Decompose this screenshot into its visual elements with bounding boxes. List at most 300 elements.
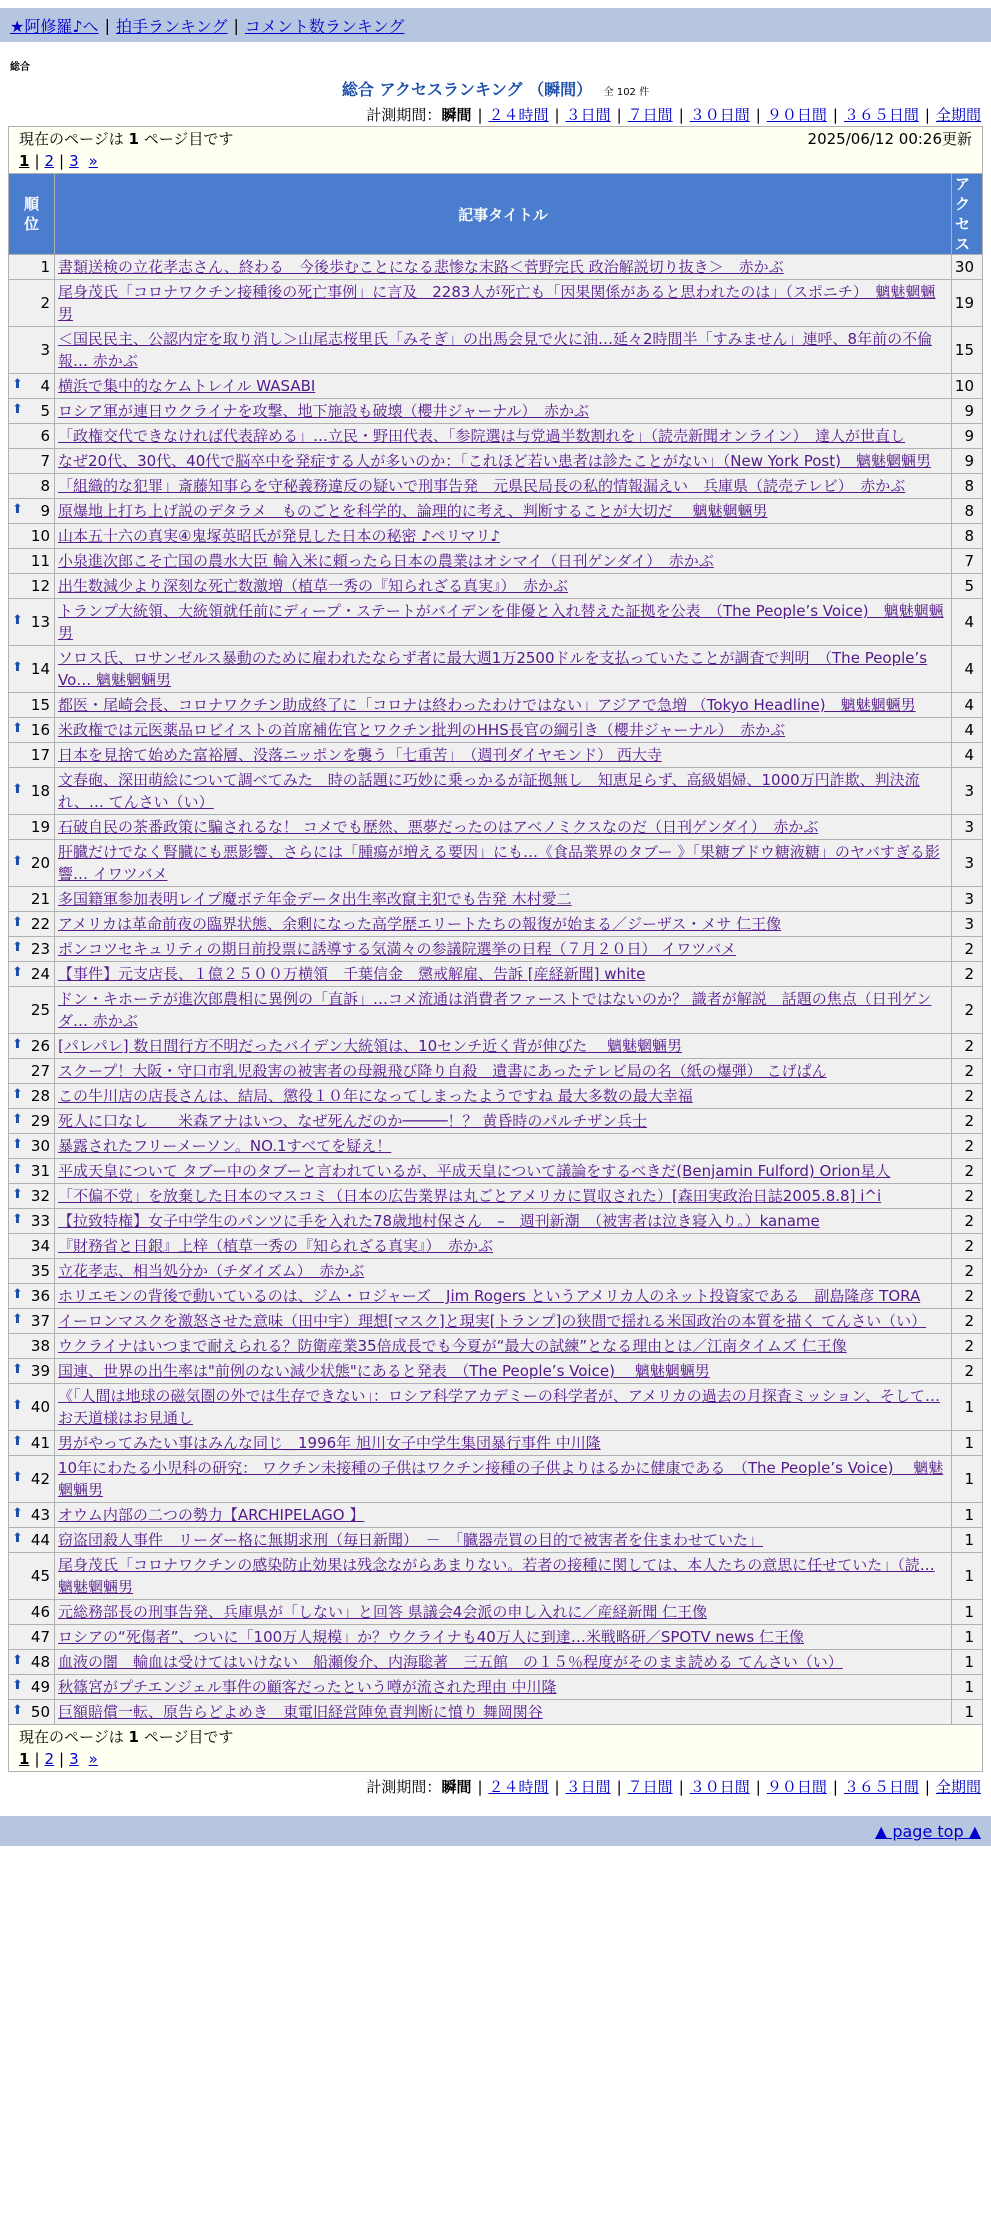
up-arrow-icon: ⬆ xyxy=(12,660,23,675)
rank-cell xyxy=(9,549,55,574)
up-arrow-icon: ⬆ xyxy=(12,1362,23,1377)
article-link[interactable]: 男がやってみたい事はみんな同じ＿1996年 旭川女子中学生集団暴行事件 中川隆 xyxy=(58,1434,601,1452)
rank-number: 42 xyxy=(30,1470,50,1488)
up-arrow-icon: ⬆ xyxy=(12,1112,23,1127)
article-link[interactable]: 多国籍軍参加表明レイプ魔ボテ年金データ出生率改竄主犯でも告発 木村愛二 xyxy=(58,890,572,908)
article-link[interactable]: 尾身茂氏「コロナワクチン接種後の死亡事例」に言及 2283人が死亡も「因果関係があると思われたのは」（スポニチ） 魑魅魍魎男 xyxy=(58,283,936,323)
pager-next[interactable]: » xyxy=(88,152,98,170)
table-row xyxy=(9,1134,983,1159)
rank-cell xyxy=(9,1184,55,1209)
period-24h-link[interactable]: ２４時間 xyxy=(488,106,549,124)
period-all-link[interactable]: 全期間 xyxy=(935,106,981,124)
rank-cell xyxy=(9,1675,55,1700)
article-link[interactable]: 国連、世界の出生率は"前例のない減少状態"にあると発表 （The People’s Voice) 魑魅魍魎男 xyxy=(58,1362,710,1380)
table-row xyxy=(9,1431,983,1456)
article-link[interactable]: 「政権交代できなければ代表辞める」…立民・野田代表、「参院選は与党過半数割れを」（読売新聞オンライン） 達人が世直し xyxy=(58,427,906,445)
rank-number: 21 xyxy=(30,890,50,908)
access-count: 30 xyxy=(952,255,983,280)
rank-cell xyxy=(9,1059,55,1084)
up-arrow-icon: ⬆ xyxy=(12,502,23,517)
title-cell xyxy=(55,599,952,646)
title-cell xyxy=(55,524,952,549)
rank-number: 22 xyxy=(30,915,50,933)
page-title-text: 総合 アクセスランキング （瞬間） xyxy=(341,80,593,99)
pager-page-2[interactable]: 2 xyxy=(44,152,55,170)
table-row xyxy=(9,1284,983,1309)
rank-cell xyxy=(9,1309,55,1334)
rank-number: 50 xyxy=(30,1703,50,1721)
article-link[interactable]: 平成天皇について タブー中のタブーと言われているが、平成天皇について議論をするべきだ(Benjamin Fulford) Orion星人 xyxy=(58,1162,891,1180)
table-row xyxy=(9,1700,983,1725)
table-row xyxy=(9,1625,983,1650)
table-row xyxy=(9,1259,983,1284)
table-row xyxy=(9,599,983,646)
table-row xyxy=(9,524,983,549)
access-count: 9 xyxy=(952,449,983,474)
title-cell xyxy=(55,1600,952,1625)
rank-number: 11 xyxy=(30,552,50,570)
title-cell xyxy=(55,1650,952,1675)
table-row xyxy=(9,474,983,499)
pager-current: 1 xyxy=(19,152,30,170)
table-row xyxy=(9,255,983,280)
up-arrow-icon: ⬆ xyxy=(12,1087,23,1102)
rank-cell xyxy=(9,743,55,768)
access-count: 10 xyxy=(952,374,983,399)
rank-cell xyxy=(9,524,55,549)
up-arrow-icon: ⬆ xyxy=(12,1137,23,1152)
title-cell xyxy=(55,887,952,912)
comment-ranking-link[interactable]: コメント数ランキング xyxy=(244,16,405,36)
title-cell xyxy=(55,1309,952,1334)
rank-number: 8 xyxy=(40,477,50,495)
article-link[interactable]: 日本を見捨て始めた富裕層、没落ニッポンを襲う「七重苦」 （週刊ダイヤモンド） 西大寺 xyxy=(58,746,662,764)
rank-cell xyxy=(9,815,55,840)
period-90d-link[interactable]: ９０日間 xyxy=(766,106,827,124)
rank-number: 7 xyxy=(40,452,50,470)
rank-cell xyxy=(9,1456,55,1503)
title-cell xyxy=(55,499,952,524)
article-link[interactable]: 【事件】元支店長、１億２５００万横領 千葉信金 懲戒解雇、告訴 [産経新聞] white xyxy=(58,965,646,983)
rank-number: 2 xyxy=(40,294,50,312)
table-row xyxy=(9,768,983,815)
title-cell xyxy=(55,693,952,718)
title-cell xyxy=(55,1625,952,1650)
table-row xyxy=(9,1109,983,1134)
period-24h-link[interactable]: ２４時間 xyxy=(488,1778,549,1796)
up-arrow-icon: ⬆ xyxy=(12,1531,23,1546)
rank-number: 1 xyxy=(40,258,50,276)
access-count: 8 xyxy=(952,474,983,499)
access-count: 7 xyxy=(952,549,983,574)
rank-cell xyxy=(9,255,55,280)
access-count: 2 xyxy=(952,1184,983,1209)
rank-number: 17 xyxy=(30,746,50,764)
article-link[interactable]: ロシアの“死傷者”、ついに「100万人規模」か？ウクライナも40万人に到達…米戦略研／SPOTV news 仁王像 xyxy=(58,1628,804,1646)
table-row xyxy=(9,574,983,599)
article-link[interactable]: 横浜で集中的なケムトレイル WASABI xyxy=(58,377,316,395)
article-link[interactable]: [パレパレ] 数日間行方不明だったバイデン大統領は、10センチ近く背が伸びた 魑魅魍魎男 xyxy=(58,1037,682,1055)
title-cell xyxy=(55,1284,952,1309)
article-link[interactable]: 秋篠宮がプチエンジェル事件の顧客だったという噂が流された理由 中川隆 xyxy=(58,1678,557,1696)
pager-page-3[interactable]: 3 xyxy=(69,1750,79,1768)
period-365d-link[interactable]: ３６５日間 xyxy=(843,1778,919,1796)
rank-number: 32 xyxy=(30,1187,50,1205)
rank-cell xyxy=(9,474,55,499)
page-info-bottom xyxy=(9,1725,983,1772)
title-cell xyxy=(55,912,952,937)
rank-number: 37 xyxy=(30,1312,50,1330)
access-count: 2 xyxy=(952,937,983,962)
article-link[interactable]: ソロス氏、ロサンゼルス暴動のために雇われたならず者に最大週1万2500ドルを支払っていたことが調査で判明 （The People’s Vo… 魑魅魍魎男 xyxy=(58,649,928,689)
article-link[interactable]: 《「人間は地球の磁気圏の外では生存できない」：ロシア科学アカデミーの科学者が、アメリカの過去の月探査ミッション、そして… お天道様はお見通し xyxy=(58,1387,941,1427)
rank-cell xyxy=(9,1503,55,1528)
title-cell xyxy=(55,1675,952,1700)
access-count: 2 xyxy=(952,1109,983,1134)
article-link[interactable]: 石破自民の茶番政策に騙されるな！ コメでも歴然、悪夢だったのはアベノミクスなのだ（日刊ゲンダイ） 赤かぶ xyxy=(58,818,819,836)
period-all-link[interactable]: 全期間 xyxy=(935,1778,981,1796)
article-link[interactable]: 「不偏不党」を放棄した日本のマスコミ（日本の広告業界は丸ごとアメリカに買収された）[森田実政治日誌2005.8.8] i^i xyxy=(58,1187,882,1205)
table-row xyxy=(9,1184,983,1209)
table-row xyxy=(9,1159,983,1184)
table-row xyxy=(9,280,983,327)
access-count: 1 xyxy=(952,1675,983,1700)
title-cell xyxy=(55,574,952,599)
title-cell xyxy=(55,768,952,815)
title-cell xyxy=(55,962,952,987)
article-link[interactable]: オウム内部の二つの勢力【ARCHIPELAGO 】 xyxy=(58,1506,365,1524)
article-link[interactable]: 山本五十六の真実④鬼塚英昭氏が発見した日本の秘密 ♪ペリマリ♪ xyxy=(58,527,501,545)
rank-cell xyxy=(9,1359,55,1384)
table-row xyxy=(9,1503,983,1528)
access-count: 4 xyxy=(952,646,983,693)
up-arrow-icon: ⬆ xyxy=(12,940,23,955)
title-cell xyxy=(55,424,952,449)
article-link[interactable]: 元総務部長の刑事告発、兵庫県が「しない」と回答 県議会4会派の申し入れに／産経新聞 仁王像 xyxy=(58,1603,708,1621)
table-row xyxy=(9,962,983,987)
title-cell xyxy=(55,399,952,424)
article-link[interactable]: 【拉致特権】女子中学生のパンツに手を入れた78歳地村保さん – 週刊新潮 （被害者は泣き寝入り。）kaname xyxy=(58,1212,820,1230)
up-arrow-icon: ⬆ xyxy=(12,402,23,417)
access-count: 3 xyxy=(952,815,983,840)
article-link[interactable]: 窃盗団殺人事件 リーダー格に無期求刑（毎日新聞） － 「臓器売買の目的で被害者を住まわせていた」 xyxy=(58,1531,764,1549)
rank-cell xyxy=(9,424,55,449)
title-cell xyxy=(55,1456,952,1503)
title-cell xyxy=(55,1184,952,1209)
article-link[interactable]: 立花孝志、相当処分か（チダイズム） 赤かぶ xyxy=(58,1262,365,1280)
up-arrow-icon: ⬆ xyxy=(12,1678,23,1693)
rank-number: 29 xyxy=(30,1112,50,1130)
rank-number: 27 xyxy=(30,1062,50,1080)
rank-cell xyxy=(9,1625,55,1650)
table-row xyxy=(9,1209,983,1234)
rank-cell xyxy=(9,1234,55,1259)
rank-number: 40 xyxy=(30,1398,50,1416)
access-count: 1 xyxy=(952,1456,983,1503)
current-page-text-bottom: 現在のページは 1 ページ目です xyxy=(19,1728,234,1746)
table-row xyxy=(9,912,983,937)
rank-cell xyxy=(9,1650,55,1675)
rank-cell xyxy=(9,1159,55,1184)
title-cell xyxy=(55,1134,952,1159)
title-cell xyxy=(55,1259,952,1284)
article-link[interactable]: 文春砲、深田萌絵について調べてみた 時の話題に巧妙に乗っかるが証拠無し 知恵足らず、高級娼婦、1000万円詐欺、判決流れ、… てんさい（い） xyxy=(58,771,920,811)
access-count: 15 xyxy=(952,327,983,374)
article-link[interactable]: 小泉進次郎こそ亡国の農水大臣 輸入米に頼ったら日本の農業はオシマイ（日刊ゲンダイ） 赤かぶ xyxy=(58,552,714,570)
up-arrow-icon: ⬆ xyxy=(12,377,23,392)
access-count: 3 xyxy=(952,912,983,937)
access-count: 1 xyxy=(952,1503,983,1528)
table-row xyxy=(9,549,983,574)
access-count: 3 xyxy=(952,768,983,815)
article-link[interactable]: ポンコツセキュリティの期日前投票に誘導する気満々の参議院選挙の日程（７月２０日） イワツバメ xyxy=(58,940,736,958)
access-count: 8 xyxy=(952,524,983,549)
period-90d-link[interactable]: ９０日間 xyxy=(766,1778,827,1796)
access-count: 2 xyxy=(952,1284,983,1309)
access-count: 2 xyxy=(952,1209,983,1234)
article-link[interactable]: 『財務省と日銀』上梓（植草一秀の『知られざる真実』） 赤かぶ xyxy=(58,1237,494,1255)
rank-number: 9 xyxy=(40,502,50,520)
up-arrow-icon: ⬆ xyxy=(12,915,23,930)
article-link[interactable]: ドン・キホーテが進次郎農相に異例の「直訴」…コメ流通は消費者ファーストではないのか？ 識者が解説 話題の焦点（日刊ゲンダ… 赤かぶ xyxy=(58,990,932,1030)
rank-number: 26 xyxy=(30,1037,50,1055)
rank-cell xyxy=(9,1700,55,1725)
up-arrow-icon: ⬆ xyxy=(12,1212,23,1227)
article-link[interactable]: 尾身茂氏「コロナワクチンの感染防止効果は残念ながらあまりない。若者の接種に関しては、本人たちの意思に任せていた」（読… 魑魅魍魎男 xyxy=(58,1556,935,1596)
rank-cell xyxy=(9,449,55,474)
article-link[interactable]: 「組織的な犯罪」斎藤知事らを守秘義務違反の疑いで刑事告発 元県民局長の私的情報漏えい 兵庫県（読売テレビ） 赤かぶ xyxy=(58,477,906,495)
table-row xyxy=(9,1456,983,1503)
access-count: 2 xyxy=(952,1359,983,1384)
access-count: 3 xyxy=(952,840,983,887)
table-row xyxy=(9,1234,983,1259)
table-row xyxy=(9,399,983,424)
period-7d-link[interactable]: ７日間 xyxy=(627,1778,673,1796)
up-arrow-icon: ⬆ xyxy=(12,613,23,628)
period-30d-link[interactable]: ３０日間 xyxy=(689,1778,750,1796)
table-row xyxy=(9,1675,983,1700)
rank-number: 23 xyxy=(30,940,50,958)
rank-cell xyxy=(9,718,55,743)
access-count: 1 xyxy=(952,1384,983,1431)
pager-page-2[interactable]: 2 xyxy=(44,1750,55,1768)
header-access: アク セス xyxy=(952,174,983,255)
table-row xyxy=(9,424,983,449)
access-count: 1 xyxy=(952,1600,983,1625)
article-link[interactable]: 米政権では元医薬品ロビイストの首席補佐官とワクチン批判のHHS長官の綱引き（櫻井ジャーナル） 赤かぶ xyxy=(58,721,786,739)
rank-cell xyxy=(9,1134,55,1159)
title-cell xyxy=(55,1159,952,1184)
page-title xyxy=(0,77,991,100)
article-link[interactable]: 書類送検の立花孝志さん、終わる 今後歩むことになる悲惨な末路＜菅野完氏 政治解説切り抜き＞ 赤かぶ xyxy=(58,258,784,276)
article-link[interactable]: 暴露されたフリーメーソン。NO.1すべてを疑え！ xyxy=(58,1137,392,1155)
access-count: 8 xyxy=(952,499,983,524)
table-row xyxy=(9,1553,983,1600)
article-link[interactable]: 出生数減少より深刻な死亡数激増（植草一秀の『知られざる真実』） 赤かぶ xyxy=(58,577,569,595)
article-link[interactable]: 死人に口なし 米森アナはいつ、なぜ死んだのか─────！？ 黄昏時のパルチザン兵士 xyxy=(58,1112,648,1130)
ranking-table xyxy=(8,126,983,1772)
access-count: 1 xyxy=(952,1431,983,1456)
access-count: 2 xyxy=(952,1334,983,1359)
rank-cell xyxy=(9,1334,55,1359)
article-link[interactable]: 原爆地上打ち上げ説のデタラメ ものごとを科学的、論理的に考え、判断することが大切だ 魑魅魍魎男 xyxy=(58,502,768,520)
article-link[interactable]: スクープ！大阪・守口市乳児殺害の被害者の母親飛び降り自殺 遺書にあったテレビ局の名（紙の爆弾） こげぱん xyxy=(58,1062,827,1080)
rank-number: 46 xyxy=(30,1603,50,1621)
title-cell xyxy=(55,474,952,499)
article-link[interactable]: ＜国民民主、公認内定を取り消し＞山尾志桜里氏「みそぎ」の出馬会見で火に油…延々2時間半「すみません」連呼、8年前の不倫報… 赤かぶ xyxy=(58,330,933,370)
article-link[interactable]: 血液の闇 輸血は受けてはいけない 船瀬俊介、内海聡著 三五館 の１５％程度がそのまま読める てんさい（い） xyxy=(58,1653,843,1671)
up-arrow-icon: ⬆ xyxy=(12,1037,23,1052)
article-link[interactable]: トランプ大統領、大統領就任前にディープ・ステートがバイデンを俳優と入れ替えた証拠を公表 （The People’s Voice) 魑魅魍魎男 xyxy=(58,602,944,642)
article-link[interactable]: アメリカは革命前夜の臨界状態、余剰になった高学歴エリートたちの報復が始まる／ジーザス・メサ 仁王像 xyxy=(58,915,782,933)
table-row xyxy=(9,327,983,374)
applause-ranking-link[interactable]: 拍手ランキング xyxy=(115,16,228,36)
access-count: 2 xyxy=(952,1159,983,1184)
rank-number: 24 xyxy=(30,965,50,983)
up-arrow-icon: ⬆ xyxy=(12,1287,23,1302)
title-cell xyxy=(55,718,952,743)
rank-number: 41 xyxy=(30,1434,50,1452)
access-count: 19 xyxy=(952,280,983,327)
access-count: 1 xyxy=(952,1700,983,1725)
article-link[interactable]: ロシア軍が連日ウクライナを攻撃、地下施設も破壊（櫻井ジャーナル） 赤かぶ xyxy=(58,402,590,420)
rank-cell xyxy=(9,887,55,912)
rank-cell xyxy=(9,499,55,524)
period-7d-link[interactable]: ７日間 xyxy=(627,106,673,124)
title-cell xyxy=(55,1431,952,1456)
rank-cell xyxy=(9,693,55,718)
access-count: 1 xyxy=(952,1650,983,1675)
article-link[interactable]: 都医・尾崎会長、コロナワクチン助成終了に「コロナは終わったわけではない」アジアで急増 （Tokyo Headline) 魑魅魍魎男 xyxy=(58,696,916,714)
article-link[interactable]: イーロンマスクを激怒させた意味（田中宇）理想[マスク]と現実[トランプ]の狭間で揺れる米国政治の本質を描く てんさい（い） xyxy=(58,1312,927,1330)
title-cell xyxy=(55,1528,952,1553)
access-count: 2 xyxy=(952,1309,983,1334)
access-count: 9 xyxy=(952,399,983,424)
page-top-link[interactable]: ▲ page top ▲ xyxy=(874,1821,981,1841)
pager-current: 1 xyxy=(19,1750,30,1768)
rank-cell xyxy=(9,327,55,374)
rank-cell xyxy=(9,574,55,599)
title-cell xyxy=(55,280,952,327)
rank-cell xyxy=(9,1600,55,1625)
rank-number: 30 xyxy=(30,1137,50,1155)
article-link[interactable]: 肝臓だけでなく腎臓にも悪影響、さらには「腫瘍が増える要因」にも…《食品業界のタブー 》「果糖ブドウ糖液糖」のヤバすぎる影響… イワツバメ xyxy=(58,843,940,883)
rank-cell xyxy=(9,399,55,424)
rank-cell xyxy=(9,1384,55,1431)
rank-number: 31 xyxy=(30,1162,50,1180)
period-current: 瞬間 xyxy=(441,106,472,124)
rank-number: 33 xyxy=(30,1212,50,1230)
rank-cell xyxy=(9,1284,55,1309)
home-link[interactable]: ★阿修羅♪へ xyxy=(10,16,99,36)
rank-cell xyxy=(9,1259,55,1284)
title-cell xyxy=(55,549,952,574)
rank-number: 36 xyxy=(30,1287,50,1305)
table-row xyxy=(9,646,983,693)
rank-number: 10 xyxy=(30,527,50,545)
period-3d-link[interactable]: ３日間 xyxy=(565,1778,611,1796)
category-label: 総合 xyxy=(10,62,30,73)
rank-cell xyxy=(9,1553,55,1600)
table-row xyxy=(9,1600,983,1625)
table-row xyxy=(9,374,983,399)
up-arrow-icon: ⬆ xyxy=(12,1398,23,1413)
title-cell xyxy=(55,255,952,280)
article-link[interactable]: 巨額賠償一転、原告らどよめき 東電旧経営陣免責判断に憤り 舞岡関谷 xyxy=(58,1703,543,1721)
pager-page-3[interactable]: 3 xyxy=(69,152,79,170)
table-row xyxy=(9,449,983,474)
updated-time: 2025/06/12 00:26更新 xyxy=(807,130,972,148)
rank-cell xyxy=(9,1431,55,1456)
rank-number: 14 xyxy=(30,660,50,678)
title-cell xyxy=(55,815,952,840)
rank-number: 28 xyxy=(30,1087,50,1105)
access-count: 4 xyxy=(952,599,983,646)
rank-cell xyxy=(9,962,55,987)
up-arrow-icon: ⬆ xyxy=(12,965,23,980)
table-row xyxy=(9,1334,983,1359)
pager-bottom: 1 | 2 | 3 » xyxy=(19,1750,98,1768)
rank-cell xyxy=(9,374,55,399)
rank-number: 3 xyxy=(40,341,50,359)
title-cell xyxy=(55,1503,952,1528)
access-count: 9 xyxy=(952,424,983,449)
rank-number: 15 xyxy=(30,696,50,714)
header-rank: 順 位 xyxy=(9,174,55,255)
title-cell xyxy=(55,1059,952,1084)
rank-number: 49 xyxy=(30,1678,50,1696)
title-cell xyxy=(55,1359,952,1384)
article-link[interactable]: なぜ20代、30代、40代で脳卒中を発症する人が多いのか：「これほど若い患者は診たことがない」（New York Post) 魑魅魍魎男 xyxy=(58,452,931,470)
title-cell xyxy=(55,1334,952,1359)
table-row xyxy=(9,693,983,718)
article-link[interactable]: 10年にわたる小児科の研究： ワクチン未接種の子供はワクチン接種の子供よりはるかに健康である （The People’s Voice) 魑魅魍魎男 xyxy=(58,1459,944,1499)
rank-number: 12 xyxy=(30,577,50,595)
pager-next[interactable]: » xyxy=(88,1750,98,1768)
rank-number: 44 xyxy=(30,1531,50,1549)
table-row xyxy=(9,840,983,887)
access-count: 2 xyxy=(952,1084,983,1109)
table-row xyxy=(9,718,983,743)
rank-number: 48 xyxy=(30,1653,50,1671)
rank-number: 4 xyxy=(40,377,50,395)
access-count: 2 xyxy=(952,1034,983,1059)
period-30d-link[interactable]: ３０日間 xyxy=(689,106,750,124)
table-row xyxy=(9,1650,983,1675)
article-link[interactable]: ホリエモンの背後で動いているのは、ジム・ロジャーズ Jim Rogers というアメリカ人のネット投資家である 副島隆彦 TORA xyxy=(58,1287,921,1305)
up-arrow-icon: ⬆ xyxy=(12,1653,23,1668)
up-arrow-icon: ⬆ xyxy=(12,1434,23,1449)
title-cell xyxy=(55,937,952,962)
rank-number: 20 xyxy=(30,854,50,872)
top-nav xyxy=(0,8,991,42)
period-current: 瞬間 xyxy=(441,1778,472,1796)
table-row xyxy=(9,743,983,768)
rank-cell xyxy=(9,1109,55,1134)
article-link[interactable]: この牛川店の店長さんは、結局、懲役１０年になってしまったようですね 最大多数の最大幸福 xyxy=(58,1087,693,1105)
rank-number: 35 xyxy=(30,1262,50,1280)
rank-cell xyxy=(9,768,55,815)
rank-number: 34 xyxy=(30,1237,50,1255)
title-cell xyxy=(55,1553,952,1600)
article-link[interactable]: ウクライナはいつまで耐えられる？防衛産業35倍成長でも今夏が“最大の試練”となる理由とは／江南タイムズ 仁王像 xyxy=(58,1337,847,1355)
title-cell xyxy=(55,1034,952,1059)
period-3d-link[interactable]: ３日間 xyxy=(565,106,611,124)
title-cell xyxy=(55,743,952,768)
rank-cell xyxy=(9,599,55,646)
period-label: 計測期間： xyxy=(366,1778,442,1796)
period-365d-link[interactable]: ３６５日間 xyxy=(843,106,919,124)
